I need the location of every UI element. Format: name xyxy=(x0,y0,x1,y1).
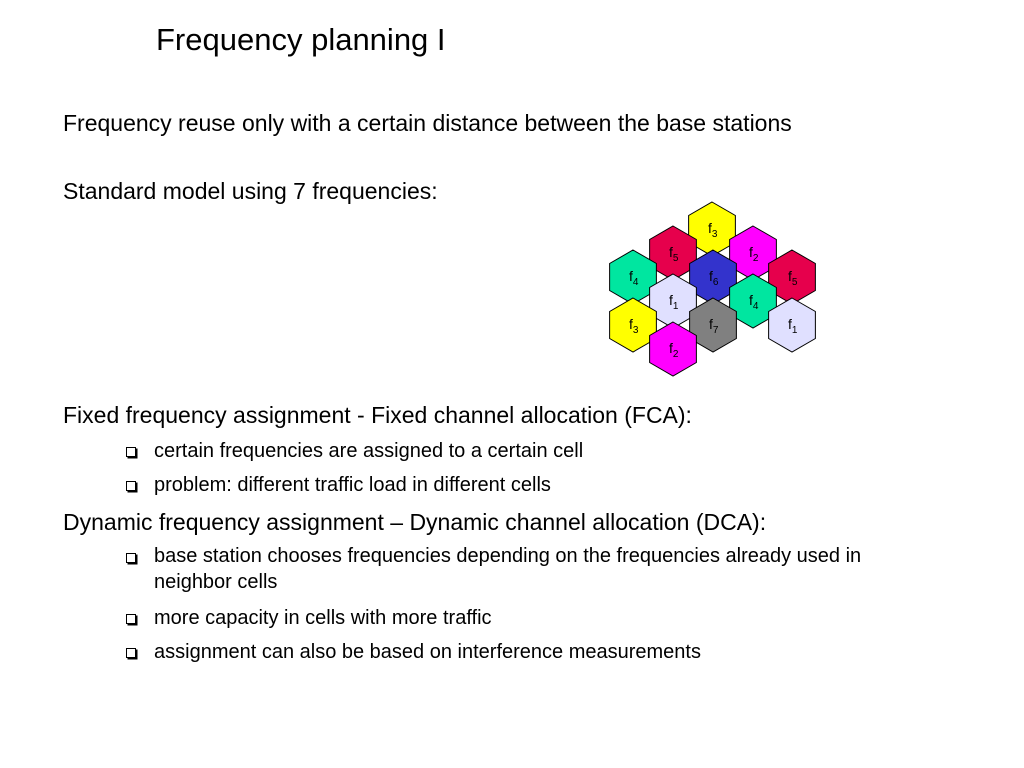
square-bullet-icon xyxy=(126,553,136,563)
dca-bullet-item xyxy=(126,604,916,632)
hex-cell-label: $f_5$ xyxy=(788,268,798,288)
dca-bullet-item xyxy=(126,638,916,666)
hex-cell-label: $f_1$ xyxy=(669,292,679,312)
hex-cell-label: $f_3$ xyxy=(708,220,718,240)
dca-bullet-text: base station chooses frequencies depending on the frequencies already used in neighbor cells xyxy=(154,545,862,593)
fca-bullet-item xyxy=(126,437,916,465)
dca-bullet-text: assignment can also be based on interference measurements xyxy=(154,641,701,663)
square-bullet-icon xyxy=(126,447,136,457)
intro-reuse-text: Frequency reuse only with a certain distance between the base stations xyxy=(63,110,792,136)
fca-heading xyxy=(63,400,943,430)
hex-cell-label: $f_2$ xyxy=(669,340,679,360)
hex-cell-label: $f_4$ xyxy=(749,292,759,312)
fca-bullet-item xyxy=(126,471,916,499)
hex-cell-label: $f_4$ xyxy=(629,268,639,288)
hex-cell-label: $f_3$ xyxy=(629,316,639,336)
dca-bullet-item xyxy=(126,543,916,595)
fca-heading-text: Fixed frequency assignment - Fixed channel allocation (FCA): xyxy=(63,402,692,428)
intro-standard-model-text: Standard model using 7 frequencies: xyxy=(63,178,438,204)
hex-cell-label: $f_6$ xyxy=(709,268,719,288)
hex-cell-label: $f_2$ xyxy=(749,244,759,264)
square-bullet-icon xyxy=(126,614,136,624)
dca-bullet-text: more capacity in cells with more traffic xyxy=(154,607,492,629)
square-bullet-icon xyxy=(126,648,136,658)
fca-bullet-text: certain frequencies are assigned to a certain cell xyxy=(154,440,584,462)
dca-heading xyxy=(63,507,943,537)
slide-title: Frequency planning I xyxy=(156,22,446,57)
hex-cell-label: $f_5$ xyxy=(669,244,679,264)
fca-bullet-text: problem: different traffic load in different cells xyxy=(154,474,551,496)
dca-heading-text: Dynamic frequency assignment – Dynamic channel allocation (DCA): xyxy=(63,509,767,535)
hex-cell-label: $f_1$ xyxy=(788,316,798,336)
square-bullet-icon xyxy=(126,481,136,491)
hex-cell-label: $f_7$ xyxy=(709,316,719,336)
